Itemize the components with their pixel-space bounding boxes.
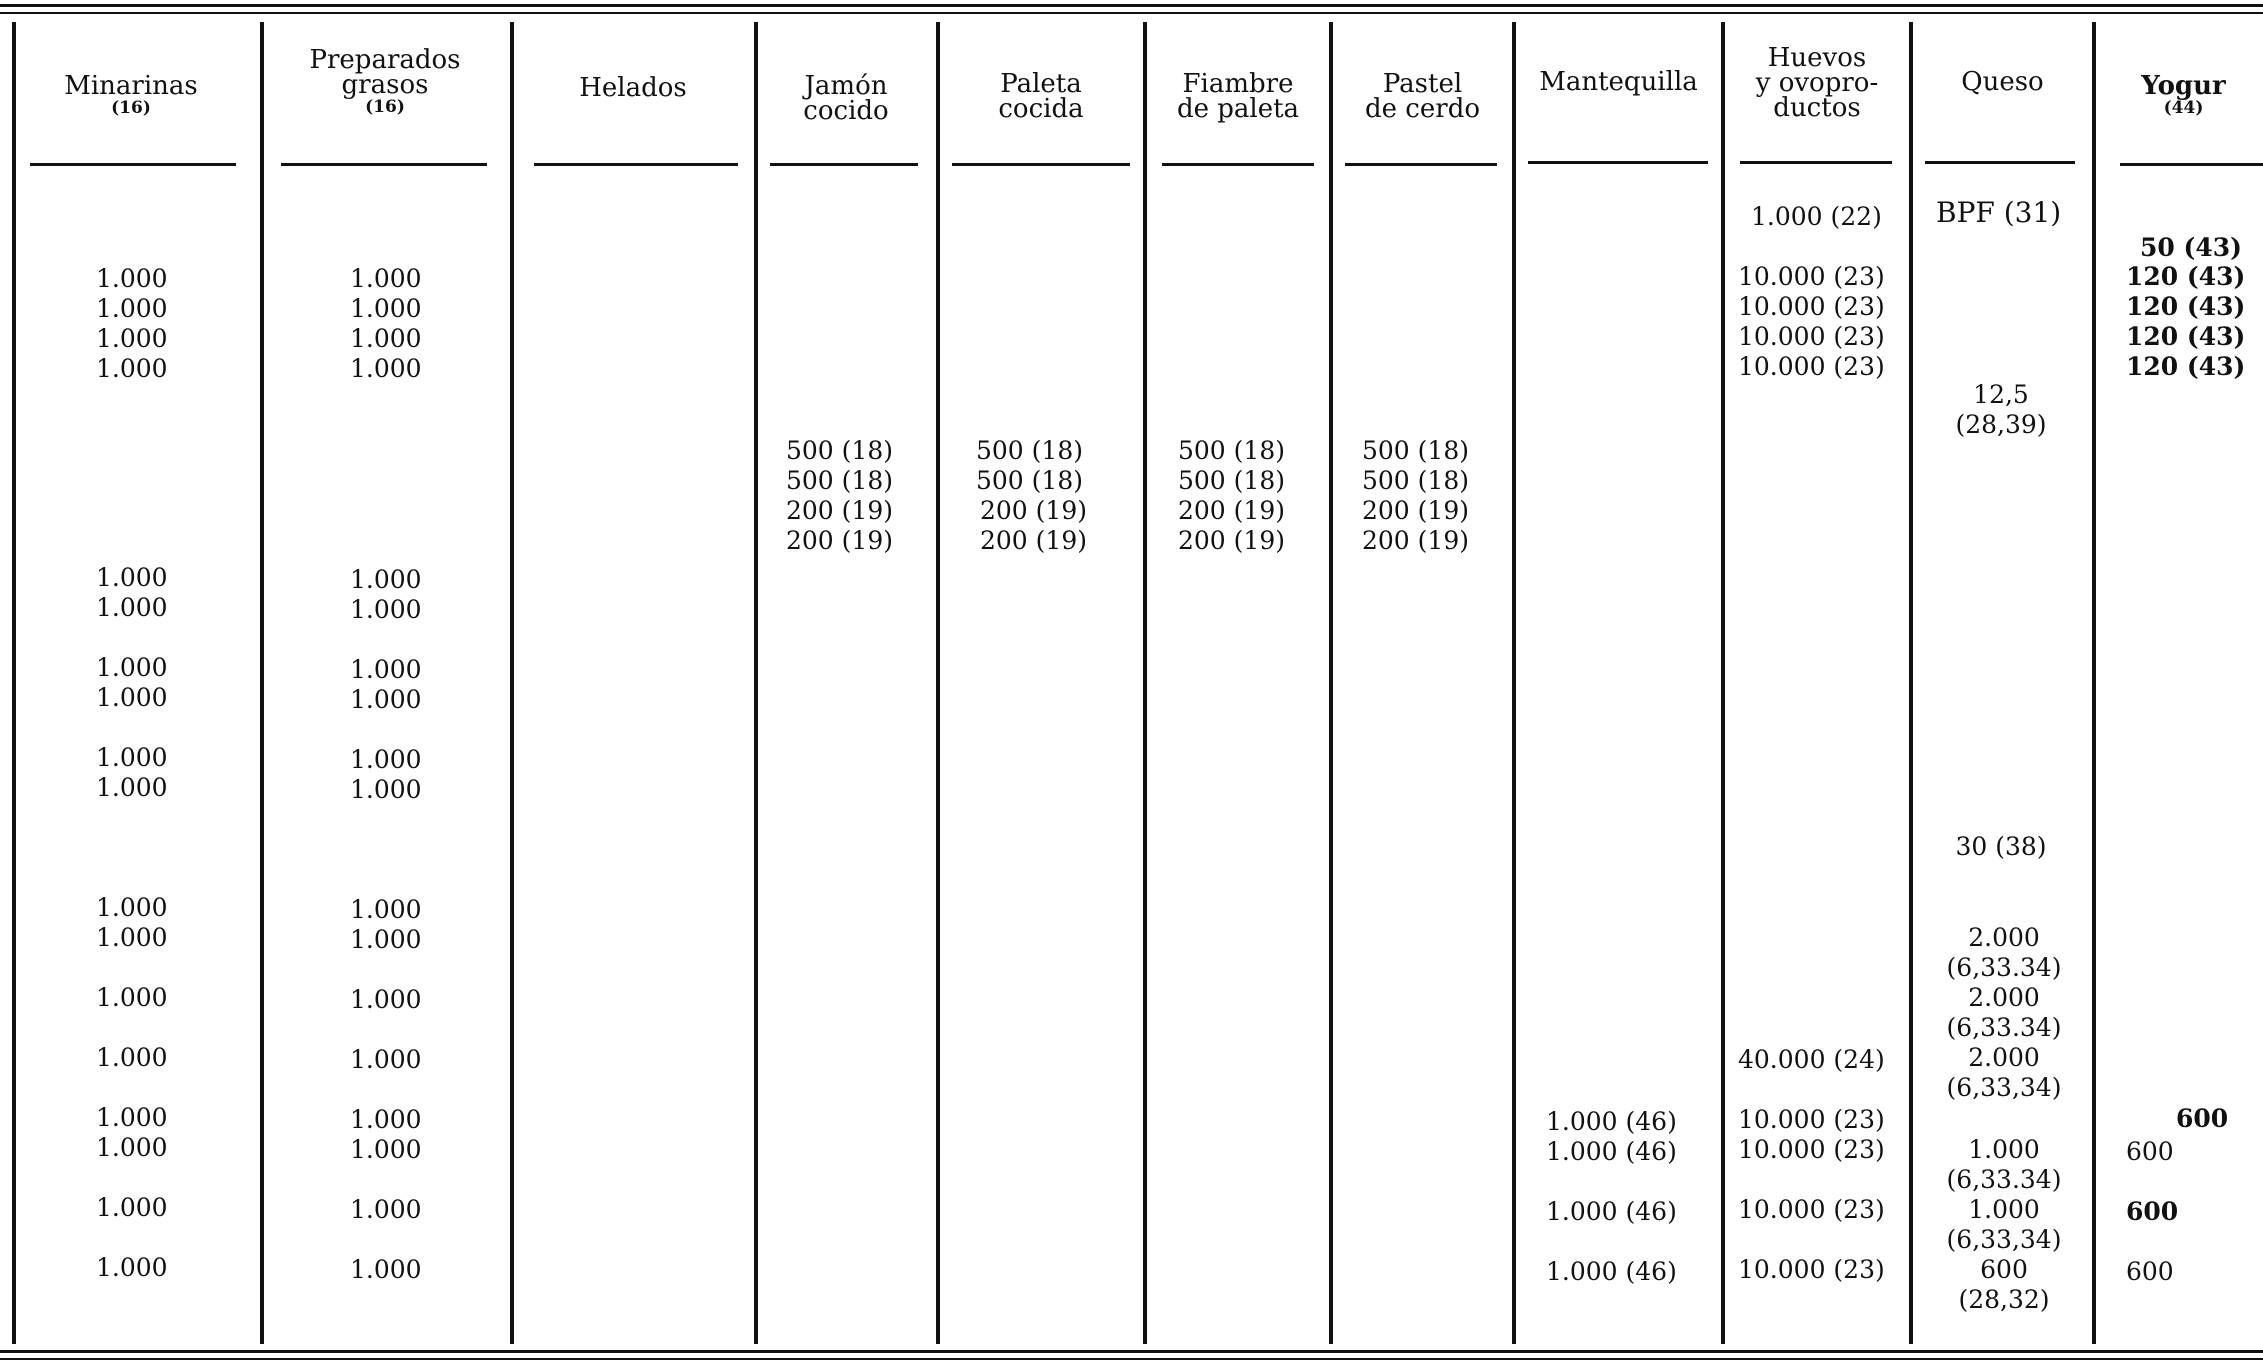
cell-jamon: 200 (19) xyxy=(786,526,893,555)
header-ref: (16) xyxy=(365,97,405,117)
header-line: Paleta xyxy=(1000,69,1082,99)
cell-queso: (6,33.34) xyxy=(1946,1013,2062,1042)
cell-queso: (6,33.34) xyxy=(1946,953,2062,982)
cell-preparados: 1.000 xyxy=(350,925,422,954)
cell-mantequilla: 1.000 (46) xyxy=(1546,1137,1677,1166)
cell-pastel: 500 (18) xyxy=(1362,466,1469,495)
cell-fiambre: 500 (18) xyxy=(1178,466,1285,495)
cell-yogur: 120 (43) xyxy=(2126,262,2246,291)
cell-queso: 1.000 xyxy=(1968,1135,2040,1164)
header-line: grasos xyxy=(341,70,429,100)
cell-queso: BPF (31) xyxy=(1936,196,2062,229)
cell-minarinas: 1.000 xyxy=(96,653,168,682)
cell-yogur: 120 (43) xyxy=(2126,292,2246,321)
cell-jamon: 500 (18) xyxy=(786,466,893,495)
cell-yogur: 120 (43) xyxy=(2126,322,2246,351)
cell-preparados: 1.000 xyxy=(350,324,422,353)
cell-queso: 30 (38) xyxy=(1955,832,2047,861)
header-ref: (16) xyxy=(111,98,151,118)
header-line: de cerdo xyxy=(1365,94,1480,124)
cell-preparados: 1.000 xyxy=(350,595,422,624)
cell-huevos: 10.000 (23) xyxy=(1738,1105,1885,1134)
cell-fiambre: 200 (19) xyxy=(1178,496,1285,525)
cell-huevos: 10.000 (23) xyxy=(1738,322,1885,351)
cell-yogur: 600 xyxy=(2126,1137,2174,1166)
header-underline xyxy=(1528,161,1708,164)
cell-huevos: 10.000 (23) xyxy=(1738,292,1885,321)
cell-preparados: 1.000 xyxy=(350,294,422,323)
bottom-rule-1 xyxy=(0,1350,2263,1353)
header-jamon-cocido xyxy=(766,71,926,126)
cell-preparados: 1.000 xyxy=(350,655,422,684)
header-line: cocida xyxy=(998,94,1084,124)
column-divider xyxy=(1721,22,1725,1344)
cell-preparados: 1.000 xyxy=(350,565,422,594)
cell-preparados: 1.000 xyxy=(350,895,422,924)
header-line: de paleta xyxy=(1176,94,1300,124)
cell-preparados: 1.000 xyxy=(350,1105,422,1134)
column-divider xyxy=(754,22,758,1344)
cell-minarinas: 1.000 xyxy=(96,324,168,353)
header-underline xyxy=(1345,163,1497,166)
cell-minarinas: 1.000 xyxy=(96,923,168,952)
header-underline xyxy=(281,163,487,166)
header-mantequilla xyxy=(1524,67,1713,97)
header-minarinas xyxy=(22,71,240,118)
cell-fiambre: 200 (19) xyxy=(1178,526,1285,555)
header-line: Yogur xyxy=(2141,71,2226,101)
cell-yogur: 600 xyxy=(2126,1257,2174,1286)
cell-minarinas: 1.000 xyxy=(96,294,168,323)
cell-minarinas: 1.000 xyxy=(96,1193,168,1222)
header-queso xyxy=(1921,67,2084,97)
cell-preparados: 1.000 xyxy=(350,1255,422,1284)
column-divider xyxy=(936,22,940,1344)
cell-pastel: 200 (19) xyxy=(1362,526,1469,555)
cell-mantequilla: 1.000 (46) xyxy=(1546,1107,1677,1136)
header-fiambre-de-paleta xyxy=(1155,69,1321,124)
cell-minarinas: 1.000 xyxy=(96,354,168,383)
column-divider xyxy=(1512,22,1516,1344)
cell-yogur: 600 xyxy=(2126,1197,2179,1226)
cell-minarinas: 1.000 xyxy=(96,773,168,802)
header-line: Queso xyxy=(1961,67,2044,97)
cell-preparados: 1.000 xyxy=(350,354,422,383)
header-line: ductos xyxy=(1773,93,1861,123)
cell-huevos: 10.000 (23) xyxy=(1738,1195,1885,1224)
cell-queso: 12,5 xyxy=(1973,380,2029,409)
cell-preparados: 1.000 xyxy=(350,745,422,774)
cell-minarinas: 1.000 xyxy=(96,1103,168,1132)
cell-huevos: 10.000 (23) xyxy=(1738,262,1885,291)
column-divider xyxy=(2092,22,2096,1344)
column-divider xyxy=(1143,22,1147,1344)
cell-yogur: 120 (43) xyxy=(2126,352,2246,381)
header-paleta-cocida xyxy=(948,69,1134,124)
cell-pastel: 500 (18) xyxy=(1362,436,1469,465)
cell-queso: 2.000 xyxy=(1968,983,2040,1012)
cell-minarinas: 1.000 xyxy=(96,1043,168,1072)
bottom-rule-2 xyxy=(0,1358,2263,1360)
header-line: cocido xyxy=(803,96,889,126)
cell-preparados: 1.000 xyxy=(350,1045,422,1074)
cell-mantequilla: 1.000 (46) xyxy=(1546,1257,1677,1286)
cell-preparados: 1.000 xyxy=(350,685,422,714)
cell-minarinas: 1.000 xyxy=(96,593,168,622)
cell-minarinas: 1.000 xyxy=(96,1133,168,1162)
column-divider xyxy=(1909,22,1913,1344)
cell-minarinas: 1.000 xyxy=(96,563,168,592)
cell-preparados: 1.000 xyxy=(350,775,422,804)
cell-huevos: 10.000 (23) xyxy=(1738,1135,1885,1164)
header-line: Huevos xyxy=(1767,43,1867,73)
cell-jamon: 200 (19) xyxy=(786,496,893,525)
header-line: Pastel xyxy=(1382,69,1463,99)
cell-preparados: 1.000 xyxy=(350,1195,422,1224)
column-divider xyxy=(1329,22,1333,1344)
cell-minarinas: 1.000 xyxy=(96,743,168,772)
header-line: y ovopro- xyxy=(1755,68,1879,98)
header-helados xyxy=(522,73,744,103)
cell-minarinas: 1.000 xyxy=(96,893,168,922)
header-underline xyxy=(534,163,738,166)
cell-minarinas: 1.000 xyxy=(96,683,168,712)
header-underline xyxy=(30,163,236,166)
header-underline xyxy=(770,163,918,166)
top-rule-1 xyxy=(0,4,2263,7)
header-line: Helados xyxy=(579,73,687,103)
cell-queso: (28,39) xyxy=(1955,410,2047,439)
header-line: Minarinas xyxy=(64,71,198,101)
header-ref: (44) xyxy=(2163,98,2204,118)
cell-queso: (28,32) xyxy=(1958,1285,2050,1314)
cell-pastel: 200 (19) xyxy=(1362,496,1469,525)
cell-yogur: 600 xyxy=(2176,1104,2229,1133)
column-divider xyxy=(260,22,264,1344)
cell-preparados: 1.000 xyxy=(350,264,422,293)
cell-huevos: 10.000 (23) xyxy=(1738,352,1885,381)
cell-paleta: 500 (18) xyxy=(976,436,1083,465)
cell-paleta: 500 (18) xyxy=(976,466,1083,495)
header-huevos xyxy=(1733,43,1901,123)
cell-paleta: 200 (19) xyxy=(980,496,1087,525)
header-underline xyxy=(1925,161,2075,164)
cell-queso: 1.000 xyxy=(1968,1195,2040,1224)
header-underline xyxy=(1162,163,1314,166)
cell-queso: 2.000 xyxy=(1968,923,2040,952)
header-line: Jamón xyxy=(804,71,888,101)
cell-queso: (6,33,34) xyxy=(1946,1225,2062,1254)
cell-queso: 600 xyxy=(1980,1255,2028,1284)
cell-queso: (6,33.34) xyxy=(1946,1165,2062,1194)
header-underline xyxy=(2120,163,2263,166)
header-line: Preparados xyxy=(309,45,461,75)
cell-jamon: 500 (18) xyxy=(786,436,893,465)
cell-huevos: 10.000 (23) xyxy=(1738,1255,1885,1284)
cell-paleta: 200 (19) xyxy=(980,526,1087,555)
cell-huevos: 40.000 (24) xyxy=(1738,1045,1885,1074)
cell-minarinas: 1.000 xyxy=(96,1253,168,1282)
cell-minarinas: 1.000 xyxy=(96,983,168,1012)
header-line: Fiambre xyxy=(1182,69,1294,99)
cell-queso: 2.000 xyxy=(1968,1043,2040,1072)
cell-preparados: 1.000 xyxy=(350,1135,422,1164)
column-divider xyxy=(510,22,514,1344)
cell-fiambre: 500 (18) xyxy=(1178,436,1285,465)
header-underline xyxy=(1740,161,1892,164)
cell-huevos: 1.000 (22) xyxy=(1751,202,1882,231)
cell-queso: (6,33,34) xyxy=(1946,1073,2062,1102)
header-pastel-de-cerdo xyxy=(1341,69,1504,124)
header-yogur xyxy=(2104,71,2263,118)
header-underline xyxy=(952,163,1130,166)
cell-mantequilla: 1.000 (46) xyxy=(1546,1197,1677,1226)
cell-preparados: 1.000 xyxy=(350,985,422,1014)
cell-minarinas: 1.000 xyxy=(96,264,168,293)
cell-yogur: 50 (43) xyxy=(2140,233,2242,262)
top-rule-2 xyxy=(0,12,2263,14)
header-line: Mantequilla xyxy=(1539,67,1698,97)
column-divider xyxy=(12,22,16,1344)
header-preparados-grasos xyxy=(272,45,498,117)
